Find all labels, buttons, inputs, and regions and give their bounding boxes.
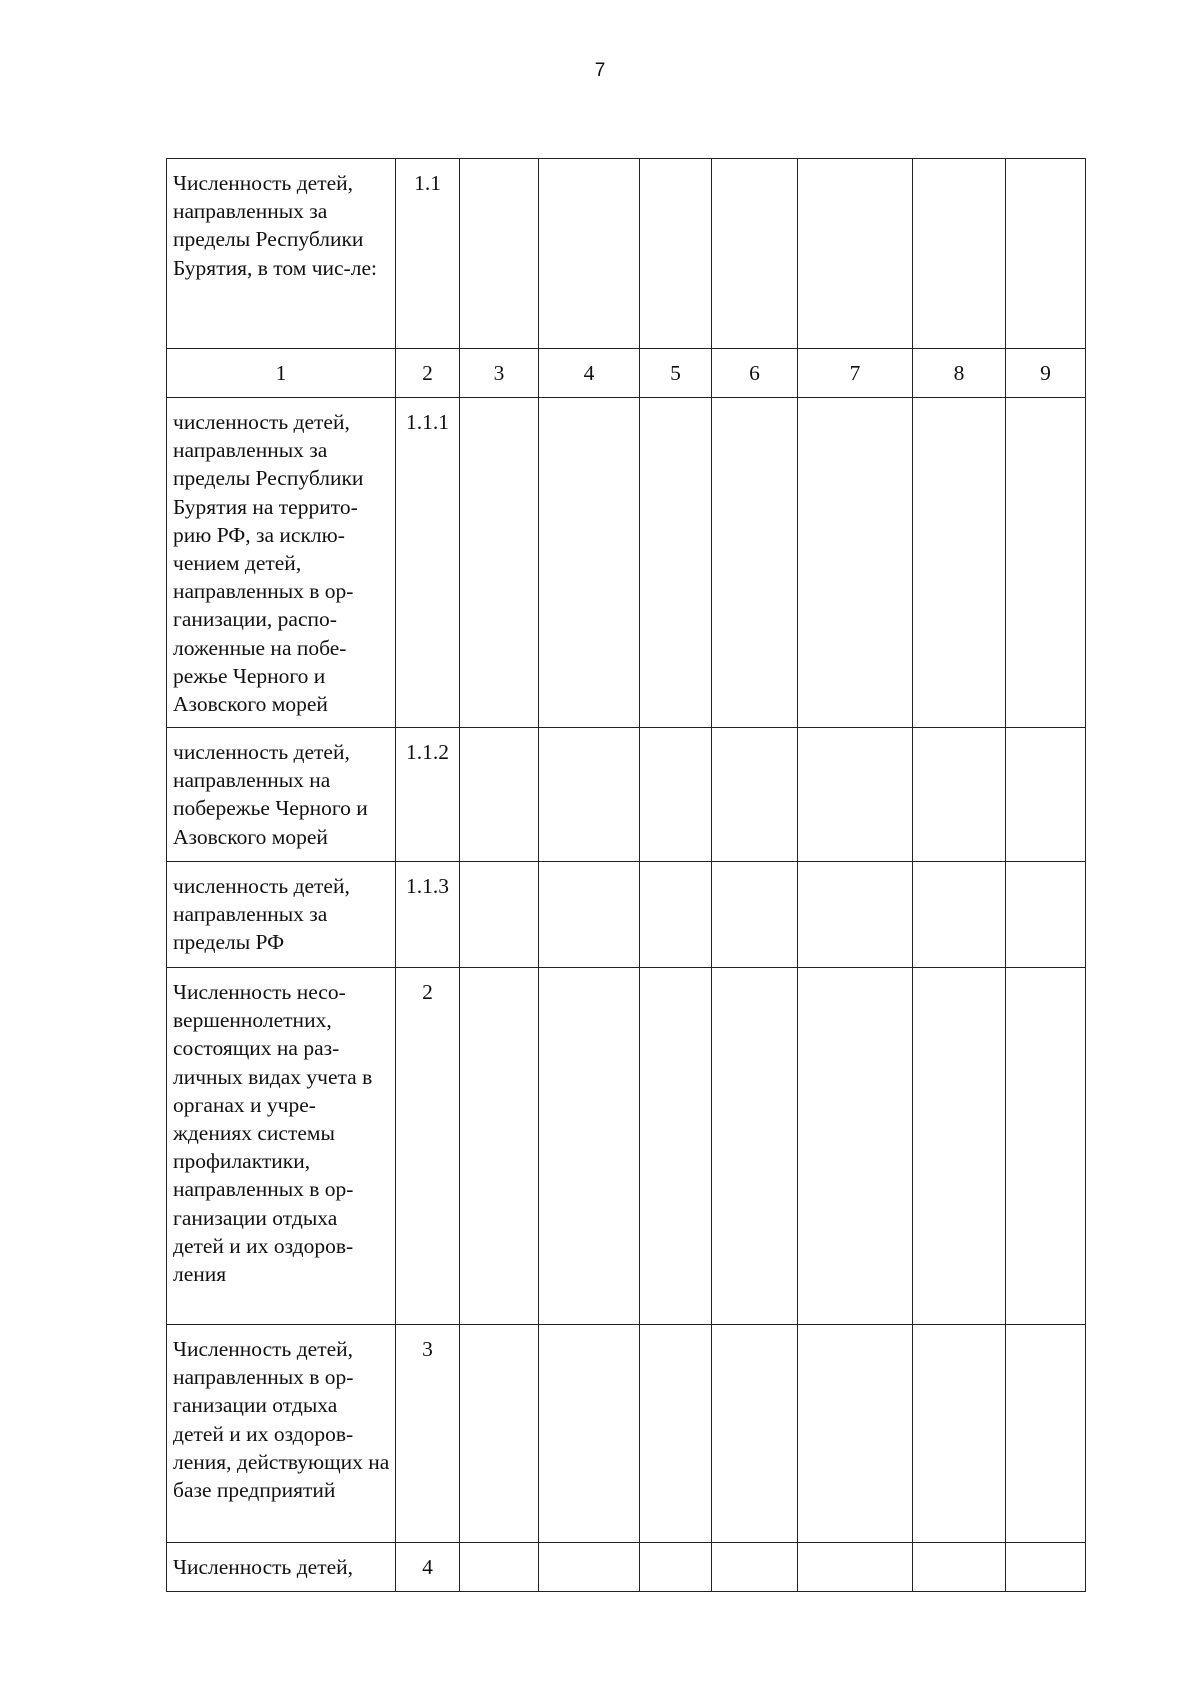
- row-code: 3: [396, 1325, 460, 1543]
- row-name: Численность несо-вершеннолетних, состоящих на раз-личных видах учета в органах и учре-ждениях системы профилактики, направленных в ор-ганизации отдыха детей и их оздоров-ления: [167, 968, 396, 1325]
- empty-cell: [640, 1325, 712, 1543]
- row-name: Численность детей,: [167, 1543, 396, 1592]
- row-code: 1.1: [396, 159, 460, 349]
- empty-cell: [539, 1325, 640, 1543]
- row-name: численность детей, направленных за пределы РФ: [167, 862, 396, 968]
- empty-cell: [712, 1325, 798, 1543]
- empty-cell: [798, 728, 913, 862]
- table-row: [167, 159, 1086, 349]
- empty-cell: [460, 159, 539, 349]
- empty-cell: [1006, 1325, 1086, 1543]
- empty-cell: [712, 862, 798, 968]
- empty-cell: [712, 728, 798, 862]
- empty-cell: [640, 159, 712, 349]
- empty-cell: [798, 1325, 913, 1543]
- column-numbers-row: [167, 349, 1086, 398]
- empty-cell: [640, 728, 712, 862]
- empty-cell: [460, 728, 539, 862]
- empty-cell: [539, 159, 640, 349]
- empty-cell: [712, 1543, 798, 1592]
- empty-cell: [539, 862, 640, 968]
- empty-cell: [712, 159, 798, 349]
- empty-cell: [798, 398, 913, 728]
- empty-cell: [539, 398, 640, 728]
- row-code: 4: [396, 1543, 460, 1592]
- empty-cell: [460, 398, 539, 728]
- column-number: 2: [396, 349, 460, 398]
- column-number: 4: [539, 349, 640, 398]
- row-name: Численность детей, направленных в ор-ганизации отдыха детей и их оздоров-ления, действующих на базе предприятий: [167, 1325, 396, 1543]
- report-table: [166, 158, 1086, 1592]
- empty-cell: [913, 968, 1006, 1325]
- table-row: [167, 398, 1086, 728]
- table-row: [167, 728, 1086, 862]
- row-name: численность детей, направленных за пределы Республики Бурятия на террито-рию РФ, за исклю-чением детей, направленных в ор-ганизации, распо-ложенные на побе-режье Черного и Азовского морей: [167, 398, 396, 728]
- column-number: 9: [1006, 349, 1086, 398]
- column-number: 5: [640, 349, 712, 398]
- table-row: [167, 1543, 1086, 1592]
- empty-cell: [539, 1543, 640, 1592]
- empty-cell: [1006, 1543, 1086, 1592]
- empty-cell: [913, 159, 1006, 349]
- empty-cell: [1006, 862, 1086, 968]
- column-number: 3: [460, 349, 539, 398]
- empty-cell: [1006, 398, 1086, 728]
- empty-cell: [460, 1543, 539, 1592]
- page-number: 7: [594, 60, 606, 81]
- row-code: 1.1.1: [396, 398, 460, 728]
- empty-cell: [1006, 968, 1086, 1325]
- empty-cell: [798, 159, 913, 349]
- row-code: 1.1.3: [396, 862, 460, 968]
- empty-cell: [539, 968, 640, 1325]
- empty-cell: [913, 1325, 1006, 1543]
- empty-cell: [539, 728, 640, 862]
- empty-cell: [798, 1543, 913, 1592]
- empty-cell: [913, 398, 1006, 728]
- empty-cell: [1006, 728, 1086, 862]
- row-code: 2: [396, 968, 460, 1325]
- empty-cell: [640, 968, 712, 1325]
- empty-cell: [712, 398, 798, 728]
- empty-cell: [1006, 159, 1086, 349]
- row-name: численность детей, направленных на побережье Черного и Азовского морей: [167, 728, 396, 862]
- table-row: [167, 968, 1086, 1325]
- empty-cell: [460, 968, 539, 1325]
- empty-cell: [798, 862, 913, 968]
- empty-cell: [913, 1543, 1006, 1592]
- empty-cell: [913, 728, 1006, 862]
- empty-cell: [460, 862, 539, 968]
- empty-cell: [640, 1543, 712, 1592]
- row-name: Численность детей, направленных за пределы Республики Бурятия, в том чис-ле:: [167, 159, 396, 349]
- empty-cell: [640, 398, 712, 728]
- empty-cell: [712, 968, 798, 1325]
- column-number: 8: [913, 349, 1006, 398]
- row-code: 1.1.2: [396, 728, 460, 862]
- table-row: [167, 1325, 1086, 1543]
- column-number: 1: [167, 349, 396, 398]
- empty-cell: [640, 862, 712, 968]
- empty-cell: [798, 968, 913, 1325]
- column-number: 6: [712, 349, 798, 398]
- empty-cell: [460, 1325, 539, 1543]
- table-row: [167, 862, 1086, 968]
- column-number: 7: [798, 349, 913, 398]
- empty-cell: [913, 862, 1006, 968]
